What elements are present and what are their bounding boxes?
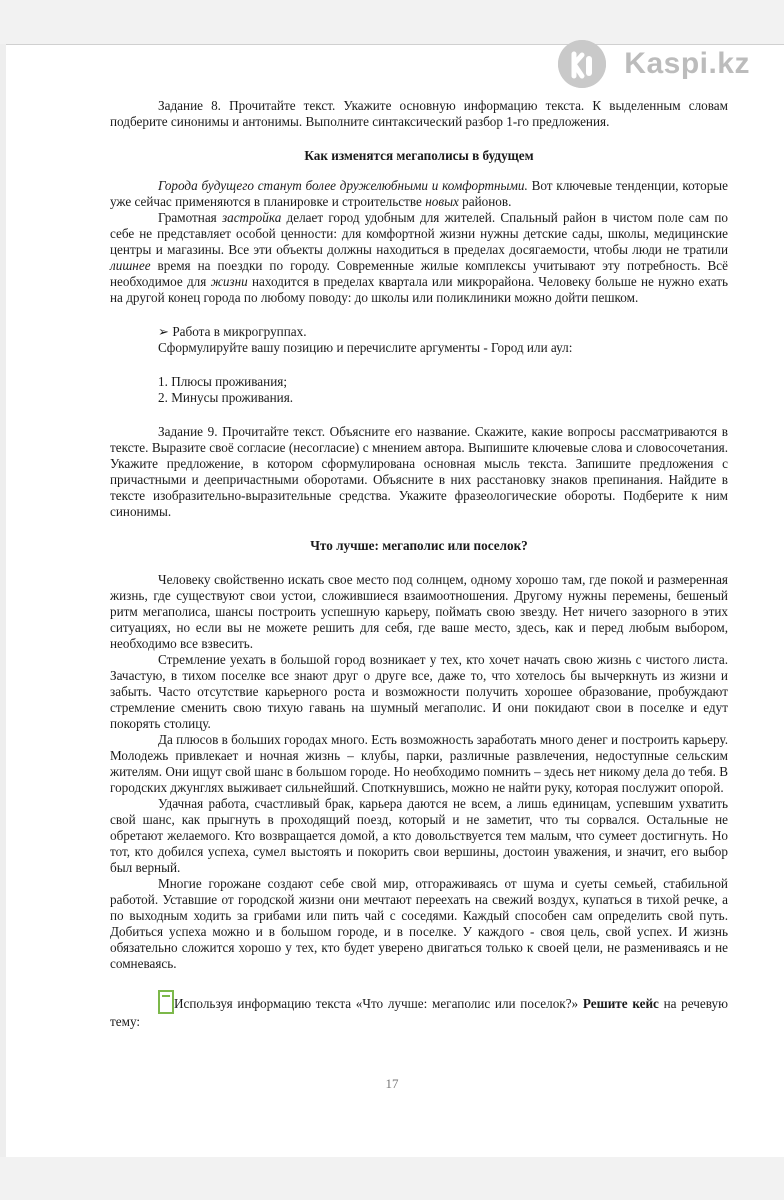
- task9-intro: Задание 9. Прочитайте текст. Объясните его название. Скажите, какие вопросы рассматриваются в тексте. Выразите своё согласие (несогласие) с мнением автора. Выпишите ключевые слова и словосочетания. Укажите предложение, в котором сформулирована основная мысль текста. Запишите предложения с причастными и деепричастными оборотами. Объясните в них расстановку знаков препинания. Найдите в тексте изобразительно-выразительные средства. Укажите фразеологические обороты. Подберите к ним синонимы.: [110, 424, 728, 519]
- document-icon: [158, 990, 174, 1014]
- document-content: [110, 98, 728, 1030]
- bottom-strip: [0, 1157, 784, 1200]
- task9-paragraph: Удачная работа, счастливый брак, карьера даются не всем, а лишь единицам, успевшим ухватить свой шанс, как прыгнуть в проходящий поезд, который и не заметит, что ты сорвался. Остальные не обретают желаемого. Кто возвращается домой, а кто довольствуется тем малым, что сумеет достигнуть. Но тот, кто добился успеха, сумел выстоять и покорить свои вершины, достоин уважения, и значит, его выбор был верный.: [110, 796, 728, 875]
- kaspi-logo: [558, 40, 750, 88]
- task9-paragraph: Человеку свойственно искать свое место под солнцем, одному хорошо там, где покой и размеренная жизнь, где существуют свои устои, сложившиеся взаимоотношения. Другому нужны перемены, бешеный ритм мегаполиса, шансы построить успешную карьеру, поймать свою звезду. Нет ничего зазорного в этих ситуациях, но если вы не можете решить для себя, где ваше место, здесь, как и перед любым выбором, необходимо все взвесить.: [110, 572, 728, 651]
- task9-title: Что лучше: мегаполис или поселок?: [310, 538, 528, 553]
- task9-paragraph: Стремление уехать в большой город возникает у тех, кто хочет начать свою жизнь с чистого листа. Зачастую, в тихом поселке все знают друг о друге все, даже то, что хотелось бы вычеркнуть из жизни и забыть. Часто отсутствие карьерного роста и возможности получить хорошее образование, пробуждают стремление сменить свою тихую гавань на шумный мегаполис. И они покидают свои в поселке и едут покорять столицу.: [110, 652, 728, 731]
- list-item: 1. Плюсы проживания;: [158, 374, 287, 389]
- kaspi-logo-text: Kaspi.kz: [624, 47, 750, 80]
- task8-paragraph-2: Грамотная застройка делает город удобным для жителей. Спальный район в чистом поле сам по себе не представляет особой ценности: для комфортной жизни нужны детские сады, школы, медицинские центры и магазины. Все эти объекты должны находиться в пределах досягаемости, чтобы люди не тратили лишнее время на поездки по городу. Современные жилые комплексы учитывают эту потребность. Всё необходимое для жизни находится в пределах квартала или микрорайона. Человеку больше не нужно ехать на другой конец города по любому поводу: до школы или поликлиники можно дойти пешком.: [110, 210, 729, 305]
- page-number: 17: [385, 1076, 399, 1091]
- group-work-task: Сформулируйте вашу позицию и перечислите аргументы - Город или аул:: [158, 340, 573, 355]
- task8-title: Как изменятся мегаполисы в будущем: [304, 148, 534, 163]
- list-item: 2. Минусы проживания.: [158, 390, 294, 405]
- group-work-bullet: ➢ Работа в микрогруппах.: [158, 324, 307, 339]
- task8-intro: Задание 8. Прочитайте текст. Укажите основную информацию текста. К выделенным словам подберите синонимы и антонимы. Выполните синтаксический разбор 1-го предложения.: [110, 98, 728, 129]
- case-task: Используя информацию текста «Что лучше: мегаполис или поселок?» Решите кейс на речевую тему:: [110, 990, 728, 1030]
- top-strip: [0, 0, 784, 44]
- task9-paragraph: Многие горожане создают себе свой мир, отгораживаясь от шума и суеты семьей, стабильной работой. Уставшие от городской жизни они мечтают переехать на свежий воздух, купаться в тихой речке, а по выходным ходить за грибами или пить чай с соседями. Каждый способен сам определить свой путь. Добиться успеха можно и в большом городе, и в поселке. У каждого - своя цель, свой успех. И жизнь обязательно сложится хорошо у тех, кто будет уверено двигаться только к своей цели, не размениваясь и не сомневаясь.: [110, 876, 728, 971]
- kaspi-logo-icon: [558, 40, 606, 88]
- task8-paragraph-1: Города будущего станут более дружелюбными и комфортными. Вот ключевые тенденции, которые уже сейчас применяются в планировке и строительстве новых районов.: [110, 178, 729, 209]
- task9-paragraph: Да плюсов в больших городах много. Есть возможность заработать много денег и построить карьеру. Молодежь привлекает и ночная жизнь – клубы, парки, различные развлечения, недоступные сельским жителям. Они ищут свой шанс в большом городе. Но необходимо помнить – здесь нет никому дела до тебя. В городских джунглях выживает сильнейший. Споткнувшись, можно не найти руку, которая послужит опорой.: [110, 732, 728, 795]
